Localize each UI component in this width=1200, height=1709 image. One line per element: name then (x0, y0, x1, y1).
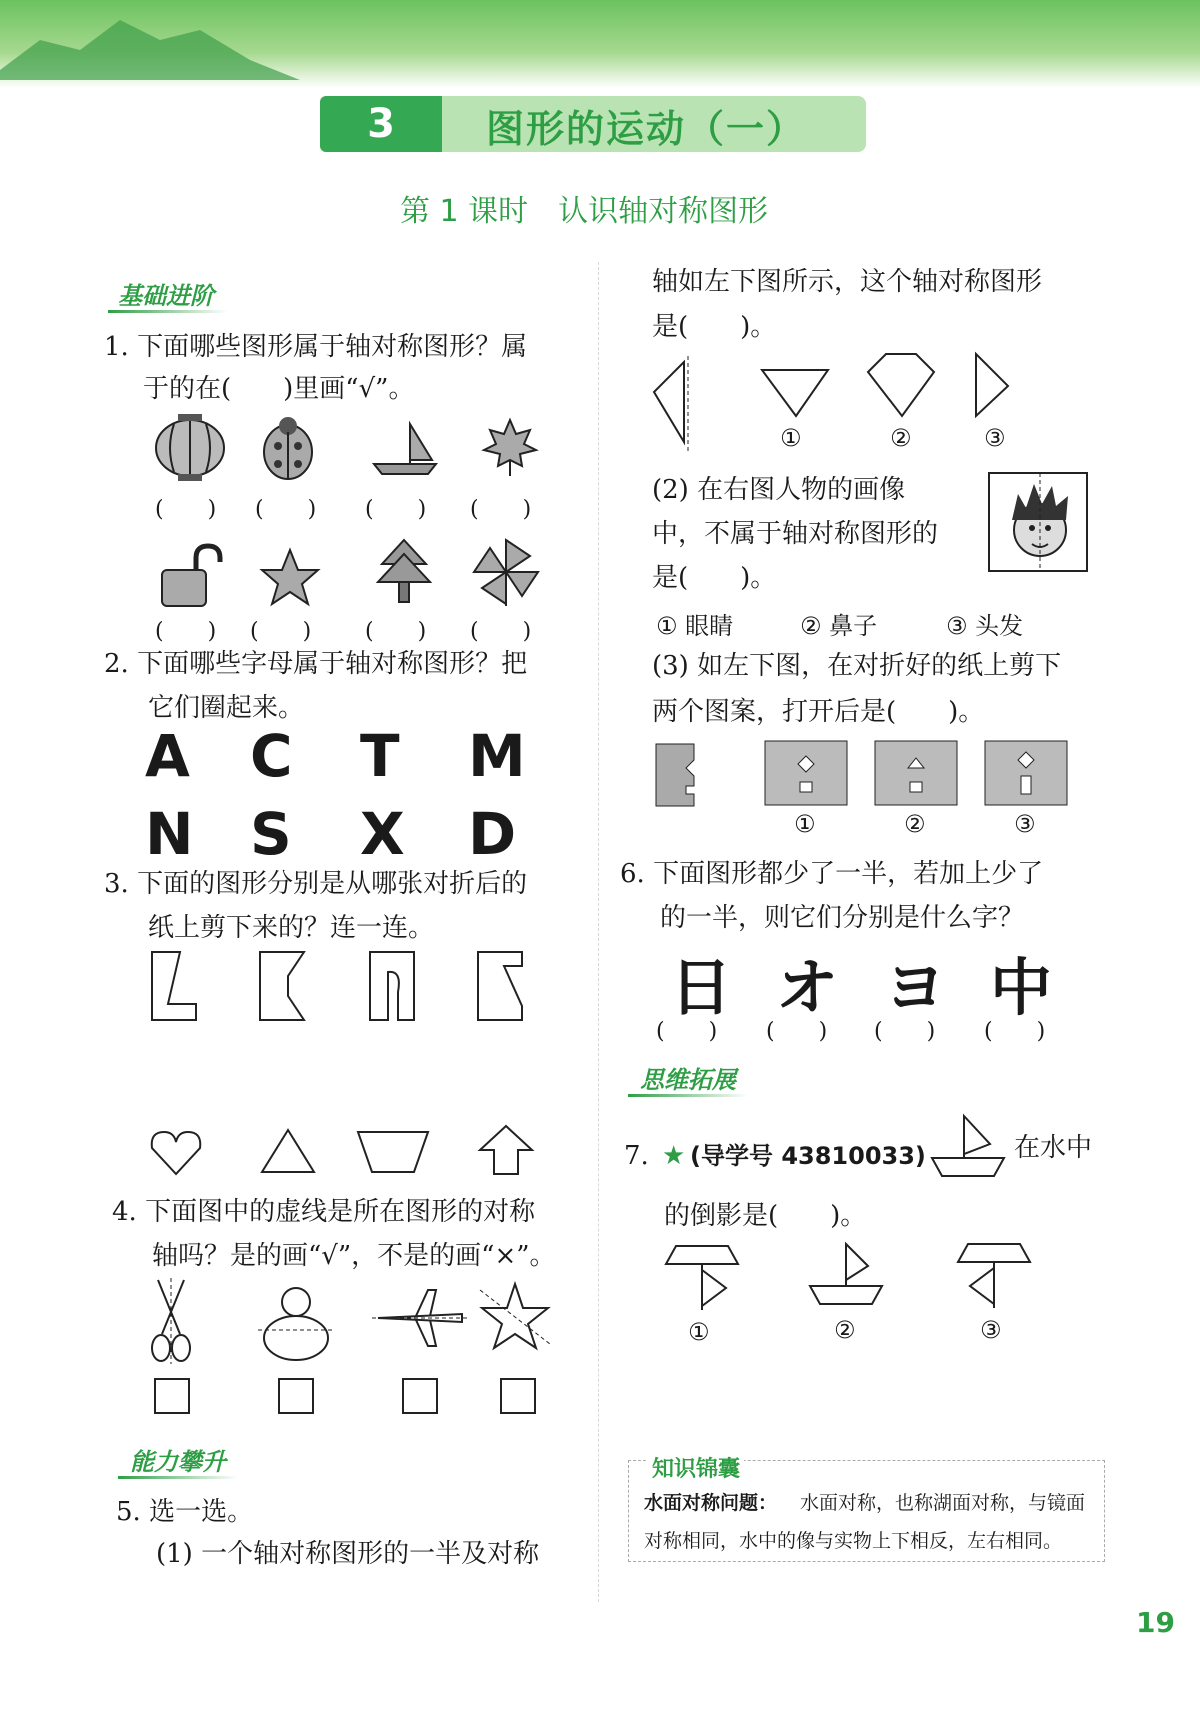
half-char-2: オ (776, 951, 839, 1024)
answer-paren[interactable]: ( ) (766, 1019, 828, 1044)
folded-shape-1[interactable] (150, 950, 200, 1022)
tip-title: 知识锦囊 (648, 1452, 744, 1483)
answer-box[interactable] (278, 1378, 314, 1414)
q5-sub2-line3: 是( )。 (652, 563, 777, 593)
reflection-option-1[interactable] (664, 1244, 740, 1314)
half-char-4: 中 (990, 951, 1053, 1024)
folded-shape-2[interactable] (258, 950, 308, 1022)
answer-paren[interactable]: ( ) (470, 619, 532, 644)
section-ability: 能力攀升 (130, 1448, 226, 1476)
gourd-icon (258, 1282, 334, 1362)
star-difficulty-icon: ★ (662, 1141, 686, 1171)
section-thinking: 思维拓展 (640, 1066, 736, 1094)
pinwheel-icon (470, 536, 542, 608)
section-underline (628, 1094, 748, 1097)
q3-text-line2: 纸上剪下来的？连一连。 (148, 913, 435, 943)
folded-shape-4[interactable] (476, 950, 526, 1022)
sailboat-icon (370, 420, 440, 480)
reflection-label-1: ① (688, 1318, 710, 1346)
triangle-icon[interactable] (260, 1128, 316, 1174)
paper-option-1[interactable] (764, 740, 848, 806)
q2-text-line2: 它们圈起来。 (148, 693, 305, 723)
ladybug-icon (258, 410, 318, 482)
answer-paren[interactable]: ( ) (656, 1019, 718, 1044)
q5-sub3-line2: 两个图案，打开后是( )。 (652, 697, 985, 727)
answer-paren[interactable]: ( ) (984, 1019, 1046, 1044)
portrait-icon (988, 472, 1088, 572)
mountain-decoration (0, 0, 320, 90)
maple-leaf-icon (480, 416, 540, 480)
answer-paren[interactable]: ( ) (250, 619, 312, 644)
unit-number: 3 (320, 96, 442, 152)
q5-sub2-line2: 中，不属于轴对称图形的 (652, 519, 939, 549)
heart-icon[interactable] (148, 1128, 204, 1178)
paper-option-3[interactable] (984, 740, 1068, 806)
answer-box[interactable] (154, 1378, 190, 1414)
column-divider (598, 262, 599, 1602)
star-icon (258, 546, 322, 608)
airplane-icon (372, 1286, 468, 1350)
q5-text-line1: 5. 选一选。 (116, 1497, 254, 1527)
arrow-up-icon[interactable] (478, 1124, 534, 1176)
answer-paren[interactable]: ( ) (365, 497, 427, 522)
option-label-3: ③ (984, 424, 1006, 452)
q6-text-line1: 6. 下面图形都少了一半，若加上少了 (620, 859, 1044, 889)
q5-sub1-line2: 轴如左下图所示，这个轴对称图形 (652, 267, 1043, 297)
sub2-option-eyes[interactable]: ① 眼睛 (656, 612, 734, 640)
star-outline-icon (480, 1282, 550, 1352)
folded-shape-3[interactable] (368, 950, 418, 1022)
unit-title: 图形的运动（一） (486, 107, 807, 151)
tip-bold-label: 水面对称问题： (644, 1492, 778, 1514)
q3-text-line1: 3. 下面的图形分别是从哪张对折后的 (104, 869, 528, 899)
option-shape-3[interactable] (972, 352, 1012, 418)
option-label-2: ② (890, 424, 912, 452)
q1-text-line1: 1. 下面哪些图形属于轴对称图形？属 (104, 332, 528, 362)
letter-n[interactable]: N (145, 800, 194, 868)
letter-c[interactable]: C (250, 722, 293, 790)
q7-text-line2: 的倒影是( )。 (664, 1201, 867, 1231)
reflection-option-2[interactable] (808, 1240, 884, 1308)
answer-box[interactable] (402, 1378, 438, 1414)
q5-sub1-line3: 是( )。 (652, 312, 777, 342)
lantern-icon (150, 412, 230, 482)
q7-after: 在水中 (1014, 1133, 1093, 1163)
q7-number: 7. (624, 1141, 649, 1171)
q2-text-line1: 2. 下面哪些字母属于轴对称图形？把 (104, 649, 528, 679)
paper-option-2[interactable] (874, 740, 958, 806)
q1-text-line2: 于的在( )里画“√”。 (143, 374, 415, 404)
paper-label-1: ① (794, 810, 816, 838)
half-shape-icon (650, 356, 700, 452)
trapezoid-icon[interactable] (356, 1130, 430, 1174)
folded-paper-icon (654, 742, 700, 808)
q4-text-line1: 4. 下面图中的虚线是所在图形的对称 (112, 1197, 536, 1227)
half-char-3: ヨ (884, 951, 947, 1024)
letter-t[interactable]: T (360, 722, 400, 790)
option-shape-2[interactable] (866, 352, 936, 418)
reflection-label-2: ② (834, 1316, 856, 1344)
q5-sub2-line1: (2) 在右图人物的画像 (652, 475, 906, 505)
reflection-option-3[interactable] (956, 1242, 1032, 1312)
section-underline (108, 310, 228, 313)
tip-text-line2: 对称相同，水中的像与实物上下相反，左右相同。 (644, 1530, 1063, 1552)
letter-a[interactable]: A (145, 722, 190, 790)
q5-sub1-line1: (1) 一个轴对称图形的一半及对称 (156, 1539, 540, 1569)
answer-paren[interactable]: ( ) (470, 497, 532, 522)
tip-text-line1: 水面对称，也称湖面对称，与镜面 (800, 1492, 1086, 1514)
letter-s[interactable]: S (250, 800, 292, 868)
answer-paren[interactable]: ( ) (155, 497, 217, 522)
letter-x[interactable]: X (360, 800, 405, 868)
boat-icon (930, 1112, 1006, 1180)
answer-paren[interactable]: ( ) (255, 497, 317, 522)
reflection-label-3: ③ (980, 1316, 1002, 1344)
half-char-1: 日 (670, 951, 733, 1024)
option-shape-1[interactable] (760, 368, 830, 420)
lock-icon (158, 540, 228, 610)
answer-paren[interactable]: ( ) (874, 1019, 936, 1044)
section-basic: 基础进阶 (118, 282, 214, 310)
answer-paren[interactable]: ( ) (365, 619, 427, 644)
q4-text-line2: 轴吗？是的画“√”，不是的画“×”。 (152, 1241, 556, 1271)
sub2-option-nose[interactable]: ② 鼻子 (800, 612, 878, 640)
option-label-1: ① (780, 424, 802, 452)
sub2-option-hair[interactable]: ③ 头发 (946, 612, 1024, 640)
q5-sub3-line1: (3) 如左下图，在对折好的纸上剪下 (652, 651, 1062, 681)
section-underline (118, 1476, 238, 1479)
lesson-title: 第 1 课时 认识轴对称图形 (400, 194, 769, 229)
page-number: 19 (1136, 1606, 1175, 1639)
scissors-icon (150, 1278, 192, 1364)
answer-box[interactable] (500, 1378, 536, 1414)
paper-label-3: ③ (1014, 810, 1036, 838)
paper-label-2: ② (904, 810, 926, 838)
tree-icon (374, 538, 434, 608)
q6-text-line2: 的一半，则它们分别是什么字？ (660, 903, 1025, 933)
answer-paren[interactable]: ( ) (155, 619, 217, 644)
letter-d[interactable]: D (468, 800, 517, 868)
letter-m[interactable]: M (468, 722, 526, 790)
q7-reference: (导学号 43810033) (690, 1142, 926, 1170)
